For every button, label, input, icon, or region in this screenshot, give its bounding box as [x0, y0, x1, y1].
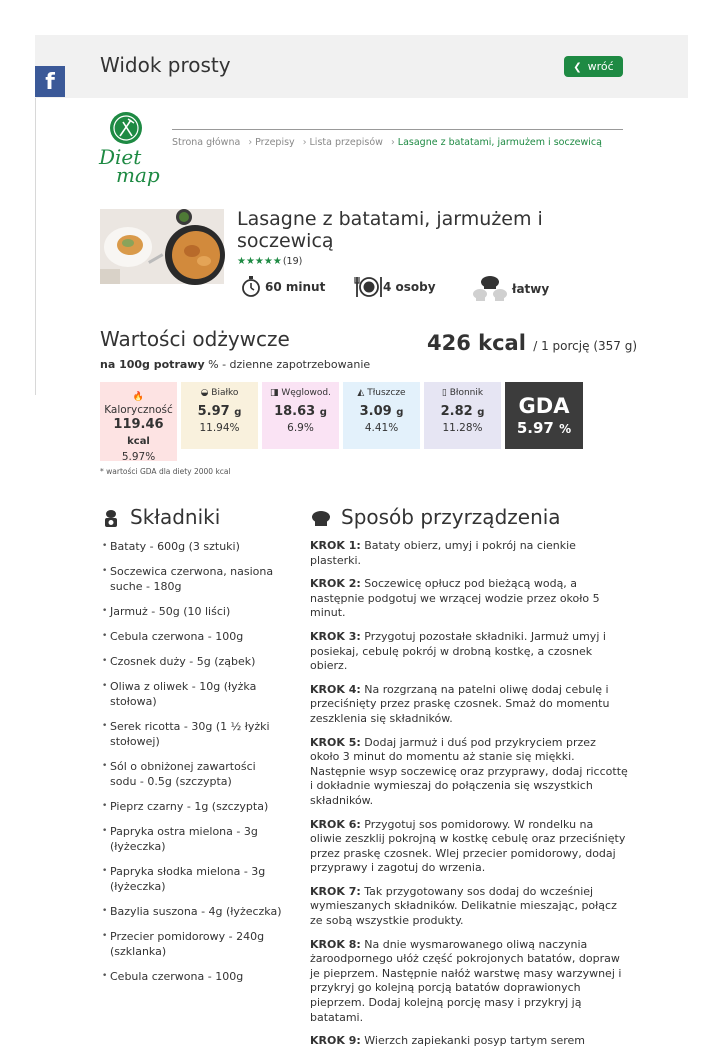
breadcrumb-item-recipe-list[interactable]: Lista przepisów: [309, 137, 383, 148]
ingredient-item: • Papryka ostra mielona - 3g (łyżeczka): [102, 824, 282, 854]
ingredient-item: • Soczewica czerwona, nasiona suche - 180g: [102, 564, 282, 594]
tile-value: 5.97 g: [197, 404, 242, 419]
flame-icon: 🔥: [132, 392, 145, 402]
svg-text:map: map: [116, 163, 160, 187]
ingredient-item: • Serek ricotta - 30g (1 ½ łyżki stołowej): [102, 719, 282, 749]
tile-protein: [181, 382, 258, 449]
breadcrumb-item-recipes[interactable]: Przepisy: [255, 137, 295, 148]
ingredient-item: • Sól o obniżonej zawartości sodu - 0.5g (szczypta): [102, 759, 282, 789]
svg-text:Diet: Diet: [99, 145, 142, 169]
step-item: KROK 4: Na rozgrzaną na patelni oliwę dodaj cebulę i przeciśnięty przez praskę czosnek. Smaż do momentu zeszklenia się składników.: [310, 682, 610, 725]
nutrition-sub-rest: % - dzienne zapotrzebowanie: [204, 358, 371, 371]
rating-count: (19): [282, 256, 303, 267]
top-bar: [35, 35, 688, 98]
chevron-right-icon: ›: [248, 137, 253, 148]
ingredients-list: [102, 539, 282, 994]
time-value: 60 minut: [265, 280, 326, 294]
step-item: KROK 9: Wierzch zapiekanki posyp tartym serem: [310, 1034, 585, 1048]
gda-footnote: * wartości GDA dla diety 2000 kcal: [100, 467, 231, 476]
tile-name: Kaloryczność: [104, 404, 173, 416]
steps-heading: [311, 505, 561, 529]
step-item: KROK 8: Na dnie wysmarowanego oliwą naczynia żaroodpornego ułóż część pokrojonych batatów, dopraw je pieprzem. Następnie nałóż warstwę masy warzywnej i przykryj go kolejną porcją batatów doprawionych pieprzem. Dodaj kolejną porcję masy i przykryj ją batatami.: [310, 937, 622, 1024]
kcal-value: 426 kcal: [427, 331, 526, 355]
breadcrumb-divider: [172, 129, 623, 130]
facebook-share-button[interactable]: [35, 66, 65, 97]
tile-carbs: [262, 382, 339, 449]
nutrition-sub-bold: na 100g potrawy: [100, 358, 205, 371]
breadcrumb-item-home[interactable]: Strona główna: [172, 137, 241, 148]
back-button[interactable]: [564, 56, 623, 77]
gda-value: 5.97 %: [516, 419, 572, 437]
steps-title: Sposób przyrządzenia: [341, 505, 561, 529]
step-item: KROK 5: Dodaj jarmuż i duś pod przykryciem przez około 3 minut do momentu aż stanie się miękki. Następnie wsyp soczewicę oraz przyprawy, dodaj riccottę i dokładnie wymieszaj do połączenia się wszystkich składników.: [310, 735, 628, 807]
difficulty-value: łatwy: [512, 282, 550, 296]
tile-value: 3.09 g: [359, 404, 404, 419]
portion-kcal: [427, 331, 637, 355]
ingredient-item: • Jarmuż - 50g (10 liści): [102, 604, 282, 619]
tile-fiber: [424, 382, 501, 449]
recipe-title: Lasagne z batatami, jarmużem i soczewicą: [237, 208, 543, 252]
cup-icon: ◨ Węglowod.: [270, 388, 331, 398]
tile-percent: 5.97%: [121, 451, 156, 463]
plate-cutlery-icon: [355, 276, 383, 298]
step-item: KROK 7: Tak przygotowany sos dodaj do wcześniej wymieszanych składników. Delikatnie mieszając, połącz ze sobą wszystkie produkty.: [310, 884, 617, 928]
chevron-left-icon: ❮: [573, 62, 582, 73]
dish-icon: ◒ Białko: [200, 388, 239, 398]
ingredients-title: Składniki: [130, 505, 221, 529]
ingredient-item: • Papryka słodka mielona - 3g (łyżeczka): [102, 864, 282, 894]
meta-difficulty: [472, 276, 550, 307]
tile-value: 18.63 g: [274, 404, 327, 419]
star-icons: ★★★★★: [237, 256, 282, 267]
rating-stars[interactable]: [237, 256, 302, 267]
ingredient-item: • Przecier pomidorowy - 240g (szklanka): [102, 929, 282, 959]
meta-time: [241, 276, 326, 301]
tile-percent: 4.41%: [364, 422, 399, 434]
step-item: KROK 6: Przygotuj sos pomidorowy. W rondelku na oliwie zeszklij pokrojną w kostkę cebulę oraz przeciśnięty przez praskę czosnek. Wlej przecier pomidorowy, dodaj przyprawy i zagotuj do wrzenia.: [310, 817, 626, 875]
tile-percent: 11.94%: [199, 422, 240, 434]
nutrition-title: Wartości odżywcze: [100, 327, 290, 351]
chef-hat-icon: [311, 511, 331, 527]
gda-badge: [505, 382, 583, 449]
persons-value: 4 osoby: [383, 280, 436, 294]
tile-calories: [100, 382, 177, 461]
jar-icon: ▯ Błonnik: [441, 388, 484, 398]
step-item: KROK 3: Przygotuj pozostałe składniki. Jarmuż umyj i posiekaj, cebulę pokrój w drobną kostkę, a czosnek obierz.: [310, 629, 606, 673]
scale-icon: [102, 509, 120, 529]
chevron-right-icon: ›: [390, 137, 395, 148]
ingredient-item: • Bazylia suszona - 4g (łyżeczka): [102, 904, 282, 919]
chef-hats-icon: [472, 276, 508, 304]
drop-icon: ◭ Tłuszcze: [357, 388, 406, 398]
tile-value: 119.46 kcal: [113, 417, 164, 447]
step-item: KROK 2: Soczewicę opłucz pod bieżącą wodą, a następnie podgotuj we wrzącej wodzie przez około 5 minut.: [310, 577, 600, 620]
dietmap-logo-icon: [98, 110, 164, 186]
ingredient-item: • Czosnek duży - 5g (ząbek): [102, 654, 282, 669]
tile-fat: [343, 382, 420, 449]
nutrition-subtitle: [100, 358, 370, 371]
tile-percent: 11.28%: [442, 422, 483, 434]
facebook-icon: f: [45, 70, 55, 95]
tile-value: 2.82 g: [440, 404, 485, 419]
ingredient-item: • Pieprz czarny - 1g (szczypta): [102, 799, 282, 814]
steps-list: [310, 539, 628, 1058]
chevron-right-icon: ›: [302, 137, 307, 148]
back-button-label: wróć: [587, 60, 614, 73]
kcal-portion: / 1 porcję (357 g): [533, 339, 638, 353]
tile-name: ◒: [200, 388, 212, 398]
page-view-title: Widok prosty: [100, 53, 231, 77]
step-item: KROK 1: Bataty obierz, umyj i pokrój na cienkie plasterki.: [310, 539, 576, 567]
stopwatch-icon: [241, 276, 261, 298]
ingredient-item: • Oliwa z oliwek - 10g (łyżka stołowa): [102, 679, 282, 709]
ingredient-item: • Cebula czerwona - 100g: [102, 629, 282, 644]
gda-label: GDA: [518, 394, 570, 418]
ingredient-item: • Bataty - 600g (3 sztuki): [102, 539, 282, 554]
breadcrumb-item-current: Lasagne z batatami, jarmużem i soczewicą: [397, 137, 602, 148]
meta-persons: [355, 276, 436, 301]
ingredients-heading: [102, 505, 220, 529]
recipe-photo: [100, 209, 224, 284]
breadcrumb: [172, 137, 602, 148]
ingredient-item: • Cebula czerwona - 100g: [102, 969, 282, 984]
tile-percent: 6.9%: [287, 422, 314, 434]
dietmap-logo[interactable]: [98, 110, 164, 186]
